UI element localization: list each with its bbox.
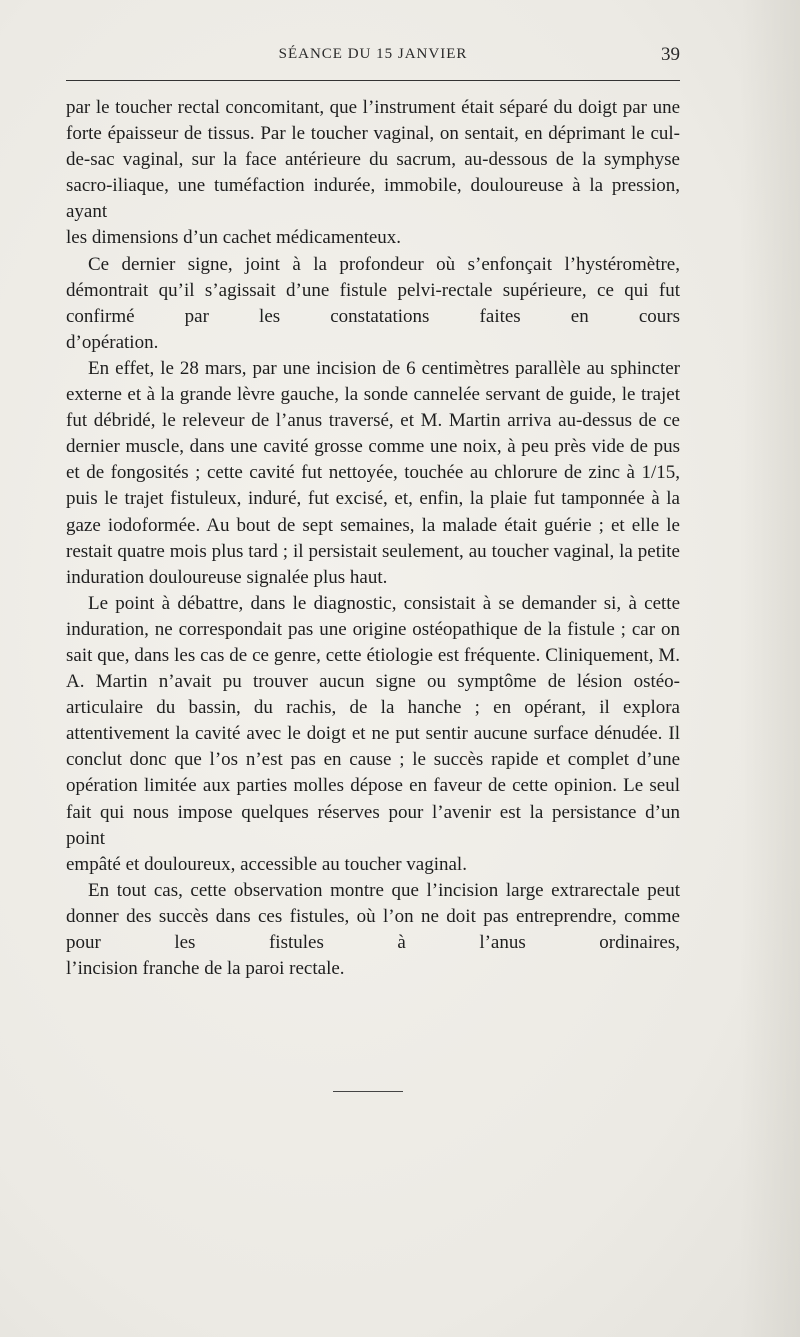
running-header [66,44,680,74]
paragraph-1-body: par le toucher rectal concomitant, que l’instrument était séparé du doigt par une forte épaisseur de tissus. Par le toucher vaginal, on sentait, en déprimant le cul-de-sac vaginal, sur la face antérieure du sacrum, au-dessous de la symphyse sacro-iliaque, une tuméfaction indurée, immobile, douloureuse à la pression, ayant [66,97,680,223]
paragraph-4-body: Le point à débattre, dans le diagnostic, consistait à se demander si, à cette induration, ne correspondait pas une origine ostéopathique de la fistule ; car on sait que, dans les cas de ce genre, cette étiologie est fréquente. Cliniquement, M. A. Martin n’avait pu trouver aucun signe ou symptôme de lésion ostéo-articulaire du bassin, du rachis, de la hanche ; en opérant, il explora attentivement la cavité avec le doigt et ne put sentir aucune surface dénudée. Il conclut donc que l’os n’est pas en cause ; le succès rapide et complet d’une opération limitée aux parties molles dépose en faveur de cette opinion. Le seul fait qui nous impose quelques réserves pour l’avenir est la persistance d’un point [66,592,680,849]
paragraph-3-last-line: induration douloureuse signalée plus haut. [66,566,388,588]
paragraph-1 [66,95,680,252]
paragraph-2 [66,252,680,356]
paragraph-3 [66,356,680,591]
page-number: 39 [661,44,680,65]
running-title: SÉANCE DU 15 JANVIER [278,46,468,62]
page-edge-shadow [740,0,800,1337]
paragraph-5-body: En tout cas, cette observation montre que l’incision large extrarectale peut donner des succès dans ces fistules, où l’on ne doit pas entreprendre, comme pour les fistules à l’anus ordinaires, [66,879,680,953]
paragraph-2-body: Ce dernier signe, joint à la profondeur où s’enfonçait l’hystéromètre, démontrait qu’il s’agissait d’une fistule pelvi-rectale supérieure, ce qui fut confirmé par les constatations faites en cours [66,253,680,327]
paragraph-5-last-line: l’incision franche de la paroi rectale. [66,958,345,980]
paragraph-4 [66,591,680,878]
paragraph-4-last-line: empâté et douloureux, accessible au toucher vaginal. [66,853,467,875]
end-rule [333,1091,403,1092]
paragraph-1-last-line: les dimensions d’un cachet médicamenteux. [66,227,402,249]
paragraph-2-last-line: d’opération. [66,331,159,353]
header-rule [66,80,680,81]
paragraph-3-body: En effet, le 28 mars, par une incision de 6 centimètres parallèle au sphincter externe et à la grande lèvre gauche, la sonde cannelée servant de guide, le trajet fut débridé, le releveur de l’anus traversé, et M. Martin arriva au-dessus de ce dernier muscle, dans une cavité grosse comme une noix, à peu près vide de pus et de fongosités ; cette cavité fut nettoyée, touchée au chlorure de zinc à 1/15, puis le trajet fistuleux, induré, fut excisé, et, enfin, la plaie fut tamponnée à la gaze iodoformée. Au bout de sept semaines, la malade était guérie ; et elle le restait quatre mois plus tard ; il persistait seulement, au toucher vaginal, la petite [66,357,680,562]
body-text [66,95,680,982]
paragraph-5 [66,878,680,982]
